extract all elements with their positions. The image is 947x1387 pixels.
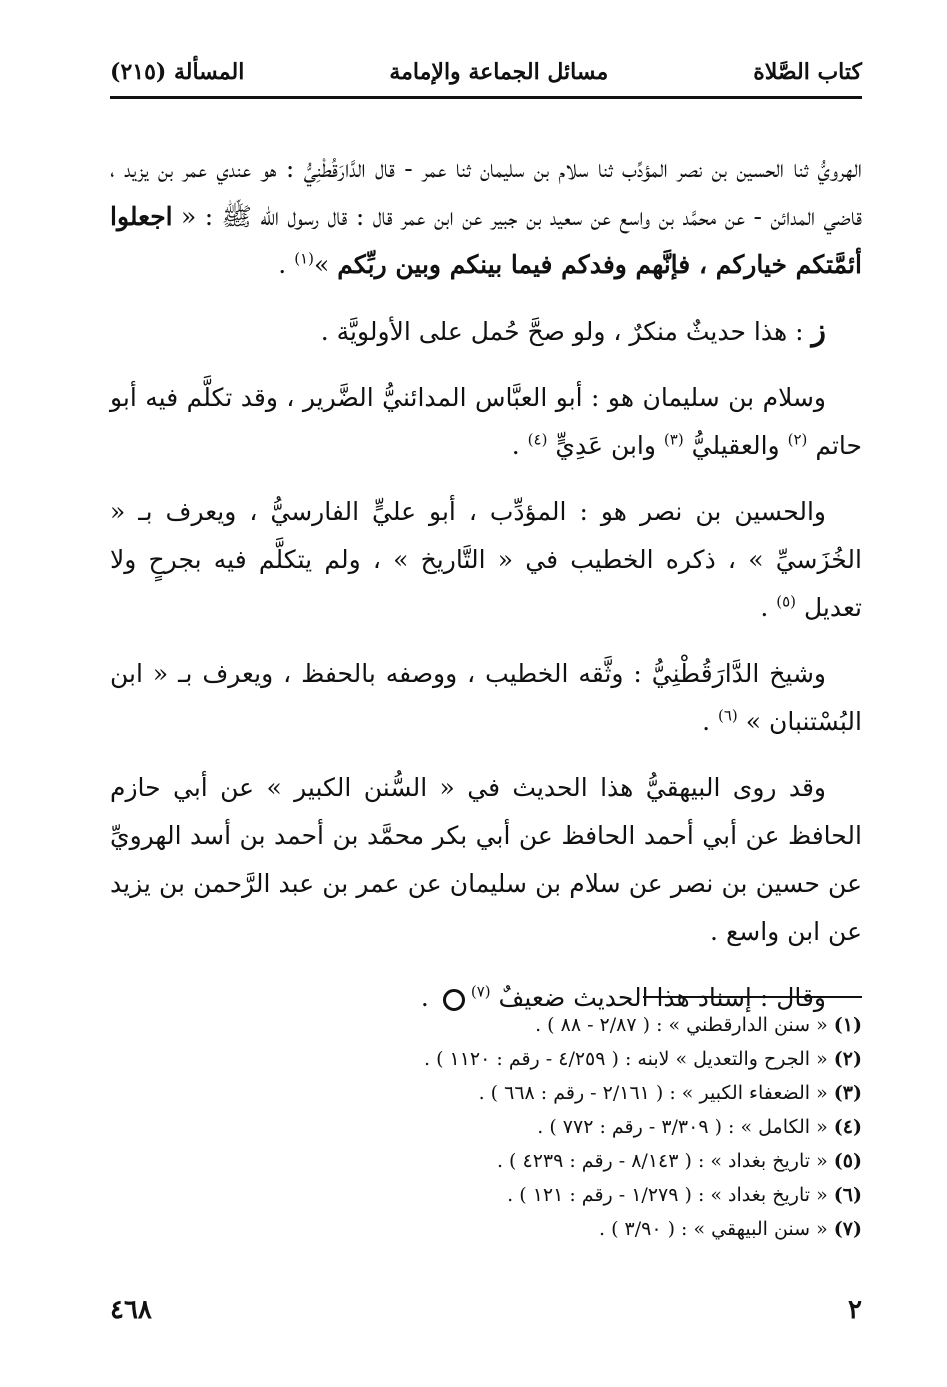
footnote-item: [110, 1076, 862, 1110]
footnote-ref[interactable]: (٣): [663, 430, 684, 449]
footnote-number: (٤): [833, 1116, 862, 1138]
text-span: وسلام بن سليمان هو : أبو العبَّاس المدائنيُّ الضَّرير ، وقد تكلَّم فيه أبو حاتم: [110, 383, 862, 460]
running-header: [110, 52, 862, 92]
text-span: الهرويُّ ثنا الحسين بن نصر المؤدِّب ثنا سلام بن سليمان ثنا عمر - قال الدَّارَقُطْنِيُّ : هو عندي عمر بن يزيد ، قاضي المدائن - عن محمَّد بن واسع عن سعيد بن جبير عن ابن عمر قال : قال رسول الله ﷺ : «: [110, 154, 862, 231]
text-span: وقال : إسناد هذا الحديث ضعيفٌ: [490, 983, 826, 1012]
footnote-item: [110, 1178, 862, 1212]
footnote-item: [110, 1008, 862, 1042]
text-span: والعقيليُّ: [683, 431, 788, 460]
paragraph-hadith-chain: [110, 145, 862, 289]
text-span: .: [278, 250, 295, 279]
hadith-text: اجعلوا أئمَّتكم خياركم ، فإنَّهم وفدكم فيما بينكم وبين ربِّكم: [110, 202, 862, 279]
footnote-text: « تاريخ بغداد » : ( ٨/١٤٣ - رقم : ٤٢٣٩ ) .: [496, 1150, 828, 1172]
header-divider: [110, 96, 862, 99]
text-span: : هذا حديثٌ منكرٌ ، ولو صحَّ حُمل على الأولويَّة .: [320, 317, 812, 346]
footnote-ref[interactable]: (٧): [470, 982, 491, 1001]
header-book-title: كتاب الصَّلاة: [753, 59, 862, 85]
paragraph-narrator-husayn: [110, 488, 862, 632]
footnote-ref[interactable]: (٢): [787, 430, 808, 449]
footnote-ref[interactable]: (٥): [776, 592, 797, 611]
footnote-text: « سنن الدارقطني » : ( ٢/٨٧ - ٨٨ ) .: [535, 1014, 828, 1036]
signature-number: ٢: [848, 1295, 862, 1325]
footnote-ref[interactable]: (٦): [718, 706, 738, 725]
footnote-number: (٧): [833, 1218, 862, 1240]
paragraph-narrator-shaykh: [110, 650, 862, 746]
footnotes: [110, 1008, 862, 1246]
footnote-item: [110, 1212, 862, 1246]
text-span: والحسين بن نصر هو : المؤدِّب ، أبو عليٍّ الفارسيُّ ، ويعرف بـ « الخُزَسيِّ » ، ذكره الخطيب في « التَّاريخ » ، ولم يتكلَّم فيه بجرحٍ ولا تعديل: [110, 497, 862, 622]
footnote-item: [110, 1144, 862, 1178]
header-chapter-title: مسائل الجماعة والإمامة: [389, 59, 609, 85]
footnote-text: « تاريخ بغداد » : ( ١/٢٧٩ - رقم : ١٢١ ) .: [507, 1184, 828, 1206]
footnote-item: [110, 1110, 862, 1144]
paragraph-ruling: [110, 307, 862, 356]
footnote-text: « الكامل » : ( ٣/٣٠٩ - رقم : ٧٧٢ ) .: [537, 1116, 828, 1138]
page-number: ٤٦٨: [110, 1295, 152, 1325]
footnote-number: (٦): [833, 1184, 862, 1206]
footnote-divider: [643, 996, 862, 998]
text-span: وقد روى البيهقيُّ هذا الحديث في « السُّنن الكبير » عن أبي حازم الحافظ عن أبي أحمد الحافظ عن أبي بكر محمَّد بن أحمد بن أسد الهرويِّ عن حسين بن نصر عن سلام بن سليمان عن عمر بن عبد الرَّحمن بن يزيد عن ابن واسع .: [110, 773, 862, 946]
footnote-text: « الضعفاء الكبير » : ( ٢/١٦١ - رقم : ٦٦٨ ) .: [478, 1082, 828, 1104]
header-issue-number: المسألة (٢١٥): [110, 59, 245, 85]
footnote-number: (٥): [833, 1150, 862, 1172]
footnote-ref[interactable]: (٤): [527, 430, 548, 449]
text-span: »: [313, 250, 338, 279]
footnote-item: [110, 1042, 862, 1076]
text-span: .: [420, 983, 437, 1012]
text-span: وابن عَدِيٍّ: [547, 431, 664, 460]
footnote-text: « الجرح والتعديل » لابنه : ( ٤/٢٥٩ - رقم : ١١٢٠ ) .: [423, 1048, 828, 1070]
footnote-number: (٢): [833, 1048, 862, 1070]
page-footer: [110, 1290, 862, 1330]
text-span: .: [511, 431, 528, 460]
author-marker: ز: [811, 313, 826, 348]
text-span: وشيخ الدَّارَقُطْنِيُّ : وثَّقه الخطيب ، ووصفه بالحفظ ، ويعرف بـ « ابن البُسْتنبان »: [110, 659, 862, 736]
main-text: [110, 145, 862, 1040]
paragraph-bayhaqi: [110, 764, 862, 956]
paragraph-narrator-salam: [110, 374, 862, 470]
text-span: .: [760, 593, 777, 622]
footnote-number: (١): [833, 1014, 862, 1036]
text-span: .: [702, 707, 718, 736]
footnote-ref[interactable]: (١): [294, 249, 314, 268]
footnote-number: (٣): [833, 1082, 862, 1104]
footnote-text: « سنن البيهقي » : ( ٣/٩٠ ) .: [599, 1218, 828, 1240]
